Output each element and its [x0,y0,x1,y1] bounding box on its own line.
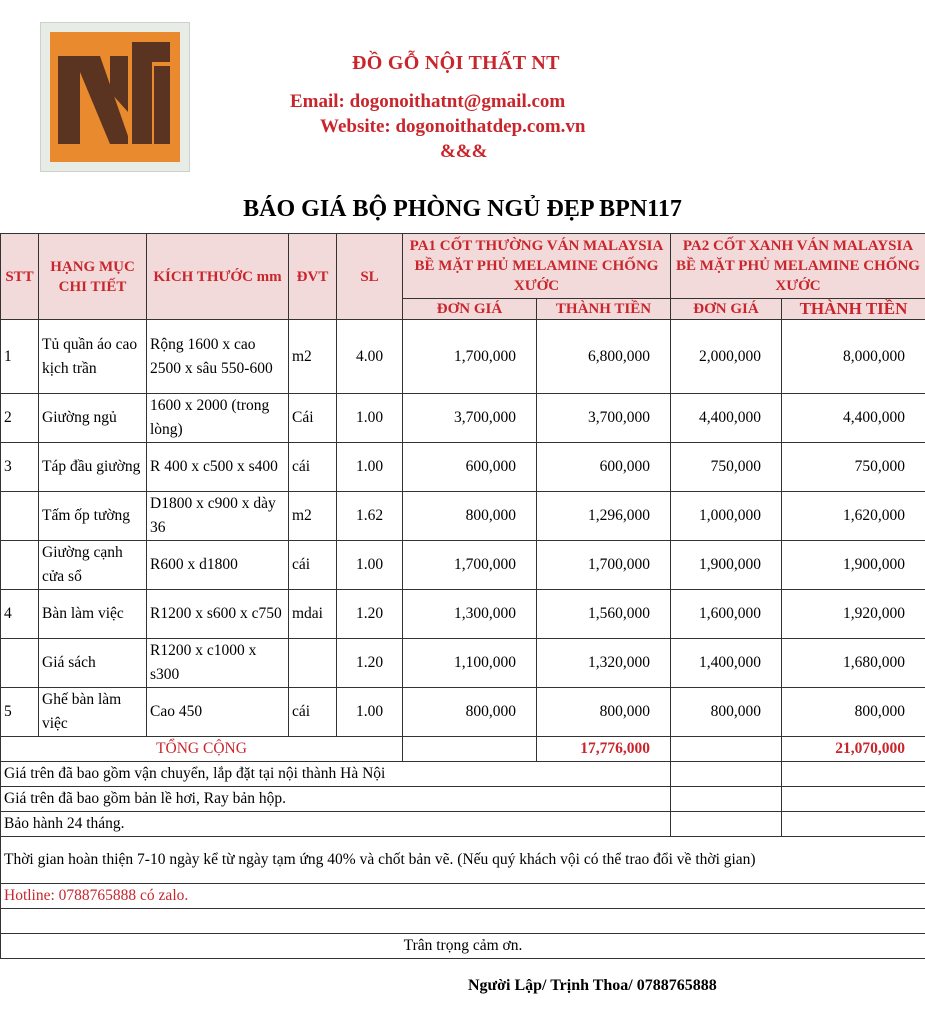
cell-pa1-price: 800,000 [403,688,537,737]
cell-size: R1200 x c1000 x s300 [147,639,289,688]
header-pa1-price: ĐƠN GIÁ [403,299,537,320]
signature: Người Lập/ Trịnh Thoa/ 0788765888 [468,977,717,994]
cell-pa1-total: 600,000 [537,443,671,492]
table-row [1,639,925,688]
table-row [1,590,925,639]
note-text: Giá trên đã bao gồm bản lề hơi, Ray bản hộp. [1,787,671,812]
header-pa1: PA1 CỐT THƯỜNG VÁN MALAYSIA BỀ MẶT PHỦ MELAMINE CHỐNG XƯỚC [403,234,671,299]
cell-size: Rộng 1600 x cao 2500 x sâu 550-600 [147,320,289,394]
cell-size: R 400 x c500 x s400 [147,443,289,492]
company-email: Email: dogonoithatnt@gmail.com [290,91,566,112]
cell-pa1-total: 1,320,000 [537,639,671,688]
cell-pa1-total: 800,000 [537,688,671,737]
document-header [0,0,925,182]
cell-pa1-total: 1,296,000 [537,492,671,541]
note-spacer [671,812,782,837]
cell-qty: 1.20 [337,590,403,639]
table-row [1,394,925,443]
cell-unit: cái [289,541,337,590]
cell-pa2-total: 750,000 [782,443,925,492]
cell-pa2-total: 800,000 [782,688,925,737]
cell-stt [1,541,39,590]
cell-item: Bàn làm việc [39,590,147,639]
cell-unit: m2 [289,320,337,394]
cell-pa1-price: 3,700,000 [403,394,537,443]
cell-item: Giường cạnh cửa sổ [39,541,147,590]
total-spacer [403,737,537,762]
cell-pa2-total: 1,620,000 [782,492,925,541]
cell-qty: 1.00 [337,541,403,590]
cell-stt [1,639,39,688]
note-text: Bảo hành 24 tháng. [1,812,671,837]
company-name: ĐỒ GỖ NỘI THẤT NT [352,52,560,74]
cell-pa2-price: 1,000,000 [671,492,782,541]
header-item: HẠNG MỤC CHI TIẾT [39,234,147,320]
note-spacer [671,762,782,787]
note-spacer [782,762,925,787]
cell-item: Tấm ốp tường [39,492,147,541]
cell-qty: 1.00 [337,688,403,737]
cell-unit: mdai [289,590,337,639]
cell-size: 1600 x 2000 (trong lòng) [147,394,289,443]
header-pa1-total: THÀNH TIỀN [537,299,671,320]
note-spacer [782,787,925,812]
cell-size: R600 x d1800 [147,541,289,590]
cell-item: Táp đầu giường [39,443,147,492]
note-row [1,837,925,884]
header-unit: ĐVT [289,234,337,320]
table-row [1,443,925,492]
cell-stt: 1 [1,320,39,394]
cell-pa2-price: 4,400,000 [671,394,782,443]
cell-item: Giường ngủ [39,394,147,443]
company-ampersands: &&& [440,141,488,162]
total-spacer [671,737,782,762]
cell-unit: Cái [289,394,337,443]
cell-pa2-price: 750,000 [671,443,782,492]
cell-item: Tủ quần áo cao kịch trần [39,320,147,394]
cell-pa2-price: 800,000 [671,688,782,737]
cell-unit: m2 [289,492,337,541]
table-row [1,320,925,394]
note-text: Thời gian hoàn thiện 7-10 ngày kể từ ngày tạm ứng 40% và chốt bản vẽ. (Nếu quý khách vội có thể trao đổi về thời gian) [1,837,925,884]
cell-size: D1800 x c900 x dày 36 [147,492,289,541]
cell-pa1-total: 3,700,000 [537,394,671,443]
cell-pa1-price: 800,000 [403,492,537,541]
company-logo [40,22,190,172]
thanks-row [1,934,925,959]
note-row [1,812,925,837]
quote-title: BÁO GIÁ BỘ PHÒNG NGỦ ĐẸP BPN117 [243,196,682,222]
cell-stt [1,492,39,541]
cell-pa2-price: 1,900,000 [671,541,782,590]
cell-pa1-price: 1,700,000 [403,320,537,394]
table-row [1,492,925,541]
cell-item: Giá sách [39,639,147,688]
cell-item: Ghế bàn làm việc [39,688,147,737]
thanks-text: Trân trọng cảm ơn. [1,934,925,959]
header-stt: STT [1,234,39,320]
cell-size: Cao 450 [147,688,289,737]
cell-qty: 1.62 [337,492,403,541]
logo-mark [50,32,180,162]
cell-stt: 4 [1,590,39,639]
cell-qty: 4.00 [337,320,403,394]
cell-pa2-total: 1,680,000 [782,639,925,688]
cell-pa1-price: 1,300,000 [403,590,537,639]
cell-unit: cái [289,688,337,737]
header-qty: SL [337,234,403,320]
cell-pa2-total: 4,400,000 [782,394,925,443]
note-spacer [782,812,925,837]
note-row [1,787,925,812]
cell-qty: 1.20 [337,639,403,688]
cell-pa1-price: 1,100,000 [403,639,537,688]
total-pa2: 21,070,000 [782,737,925,762]
cell-qty: 1.00 [337,394,403,443]
quote-table-wrapper [0,233,925,959]
header-row [1,234,925,299]
cell-pa2-price: 1,400,000 [671,639,782,688]
cell-unit: cái [289,443,337,492]
hotline-row [1,884,925,909]
cell-pa1-total: 6,800,000 [537,320,671,394]
empty-cell [1,909,925,934]
note-row [1,762,925,787]
note-text: Giá trên đã bao gồm vận chuyển, lắp đặt tại nội thành Hà Nội [1,762,671,787]
header-pa2-price: ĐƠN GIÁ [671,299,782,320]
cell-stt: 5 [1,688,39,737]
cell-pa2-price: 1,600,000 [671,590,782,639]
header-pa2-total: THÀNH TIỀN [782,299,925,320]
total-row [1,737,925,762]
header-pa2: PA2 CỐT XANH VÁN MALAYSIA BỀ MẶT PHỦ MELAMINE CHỐNG XƯỚC [671,234,925,299]
table-row [1,688,925,737]
cell-pa2-total: 1,920,000 [782,590,925,639]
cell-stt: 2 [1,394,39,443]
table-row [1,541,925,590]
cell-qty: 1.00 [337,443,403,492]
cell-size: R1200 x s600 x c750 [147,590,289,639]
total-pa1: 17,776,000 [537,737,671,762]
cell-pa1-total: 1,700,000 [537,541,671,590]
cell-pa2-price: 2,000,000 [671,320,782,394]
total-label: TỔNG CỘNG [1,737,403,762]
company-website: Website: dogonoithatdep.com.vn [320,116,586,137]
header-size: KÍCH THƯỚC mm [147,234,289,320]
cell-pa1-total: 1,560,000 [537,590,671,639]
empty-row [1,909,925,934]
cell-stt: 3 [1,443,39,492]
quote-table [0,233,925,959]
cell-pa1-price: 1,700,000 [403,541,537,590]
cell-pa1-price: 600,000 [403,443,537,492]
nt-logo-icon [50,32,180,162]
note-spacer [671,787,782,812]
hotline-text: Hotline: 0788765888 có zalo. [1,884,925,909]
cell-pa2-total: 8,000,000 [782,320,925,394]
cell-pa2-total: 1,900,000 [782,541,925,590]
cell-unit [289,639,337,688]
